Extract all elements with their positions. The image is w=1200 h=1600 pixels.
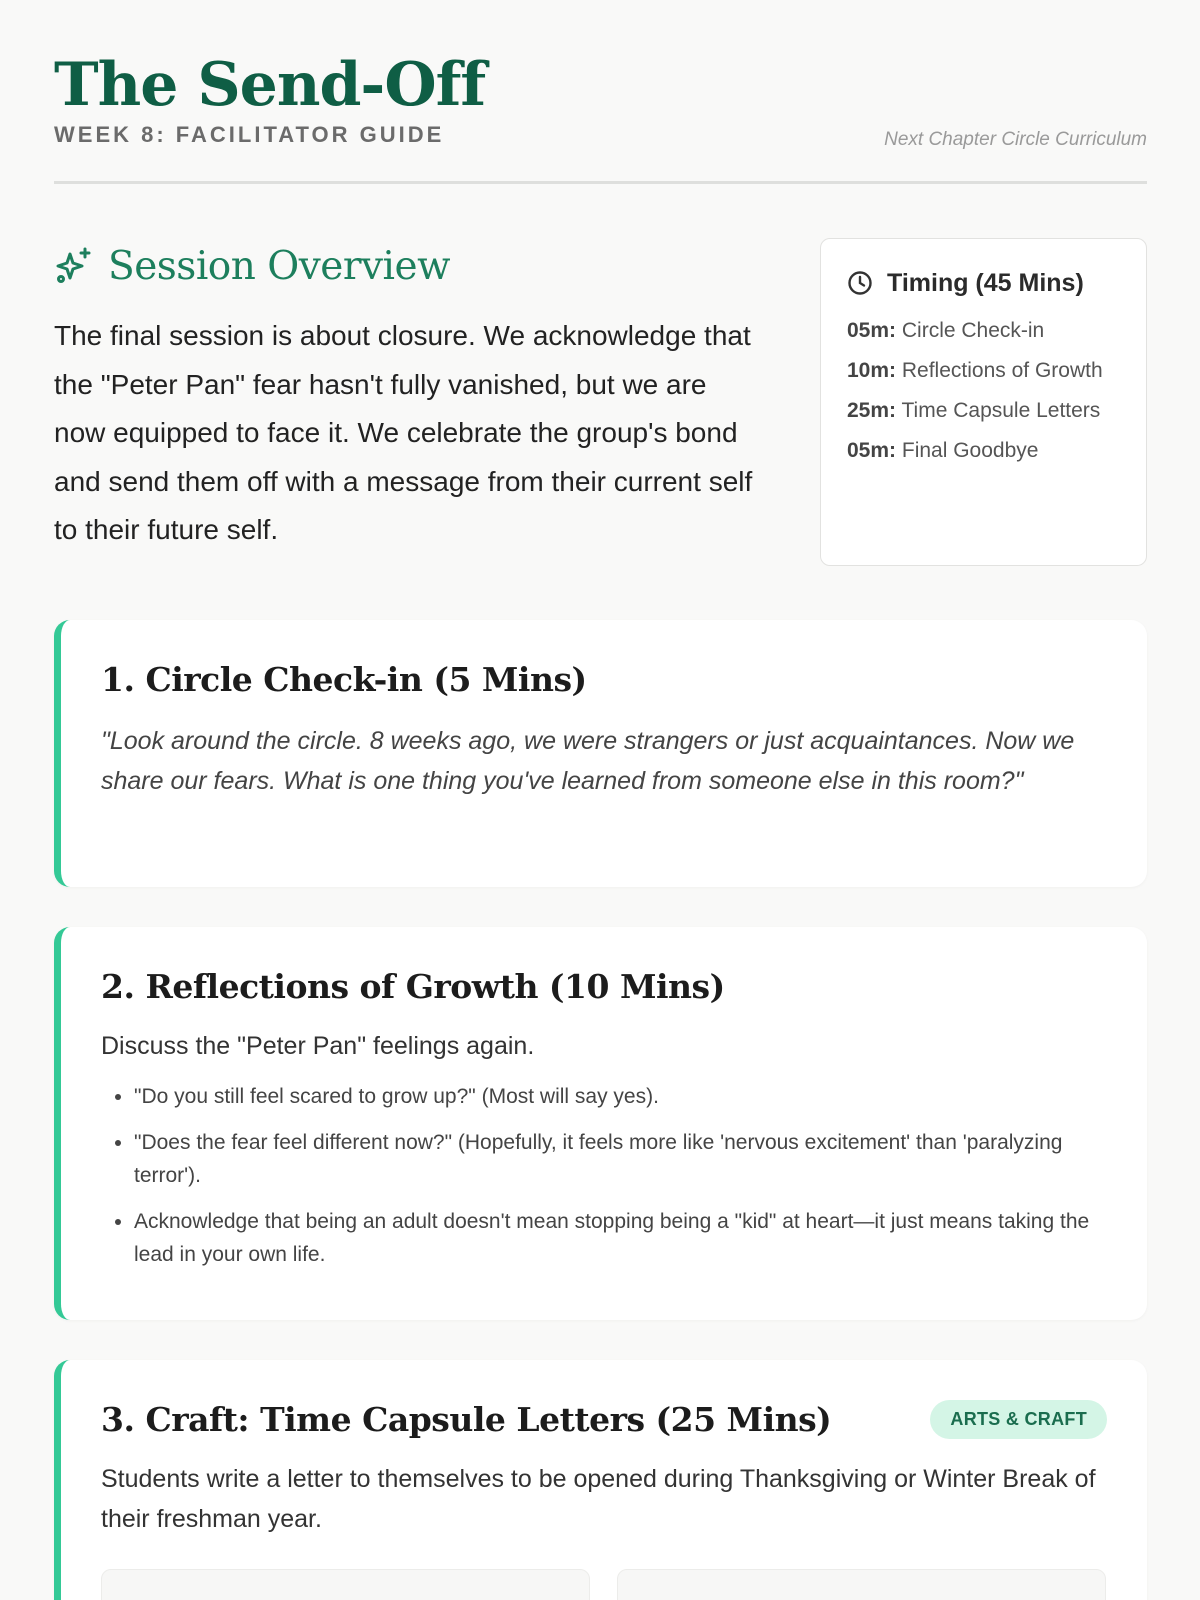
clock-icon [847,270,873,296]
timing-item [847,315,1120,347]
overview-title: Session Overview [108,243,450,289]
session-overview [54,238,754,555]
timing-time: 05m: [847,319,897,342]
timing-item [847,355,1120,387]
curriculum-label: Next Chapter Circle Curriculum [884,129,1147,150]
header [54,0,1147,184]
timing-label: Circle Check-in [901,319,1045,342]
section-lead: Discuss the "Peter Pan" feelings again. [101,1032,535,1060]
reflection-bullets [101,1080,1107,1271]
timing-label: Time Capsule Letters [901,399,1101,422]
overview-text: The final session is about closure. We acknowledge that the "Peter Pan" fear hasn't fully vanished, but we are now equipped to face it. We celebrate the group's bond and send them off with a message from their current self to their future self. [54,320,753,545]
section-card-reflections [54,927,1147,1320]
section-quote: "Look around the circle. 8 weeks ago, we were strangers or just acquaintances. Now we share our fears. What is one thing you've learned from someone else in this room?" [101,727,1075,795]
timing-time: 25m: [847,399,897,422]
page-title: The Send-Off [54,50,486,120]
page [54,0,1147,1533]
list-item: • "Does the fear feel different now?" (Hopefully, it feels more like 'nervous excitement' than 'paralyzing terror'). [134,1126,1107,1192]
detail-box-left [101,1569,590,1600]
section-title: 3. Craft: Time Capsule Letters (25 Mins) [101,1400,832,1439]
section-title: 1. Circle Check-in (5 Mins) [101,660,587,699]
timing-label: Final Goodbye [901,439,1039,462]
section-title: 2. Reflections of Growth (10 Mins) [101,967,725,1006]
timing-card [820,238,1147,566]
timing-time: 05m: [847,439,897,462]
category-badge: ARTS & CRAFT [930,1400,1107,1439]
timing-item [847,395,1120,427]
timing-list [847,315,1120,467]
timing-title: Timing (45 Mins) [887,268,1084,297]
list-item: • Acknowledge that being an adult doesn't mean stopping being a "kid" at heart—it just means taking the lead in your own life. [134,1205,1107,1271]
timing-item [847,435,1120,467]
section-lead: Students write a letter to themselves to be opened during Thanksgiving or Winter Break of their freshman year. [101,1465,1096,1533]
section-card-time-capsule [54,1360,1147,1600]
section-card-check-in [54,620,1147,887]
overview-heading [54,238,754,294]
list-item: • "Do you still feel scared to grow up?" (Most will say yes). [134,1080,1107,1113]
timing-time: 10m: [847,359,897,382]
detail-box-right [617,1569,1106,1600]
timing-heading [847,267,1120,299]
sparkles-icon [54,246,94,286]
timing-label: Reflections of Growth [901,359,1103,382]
page-subtitle: WEEK 8: FACILITATOR GUIDE [54,122,445,147]
